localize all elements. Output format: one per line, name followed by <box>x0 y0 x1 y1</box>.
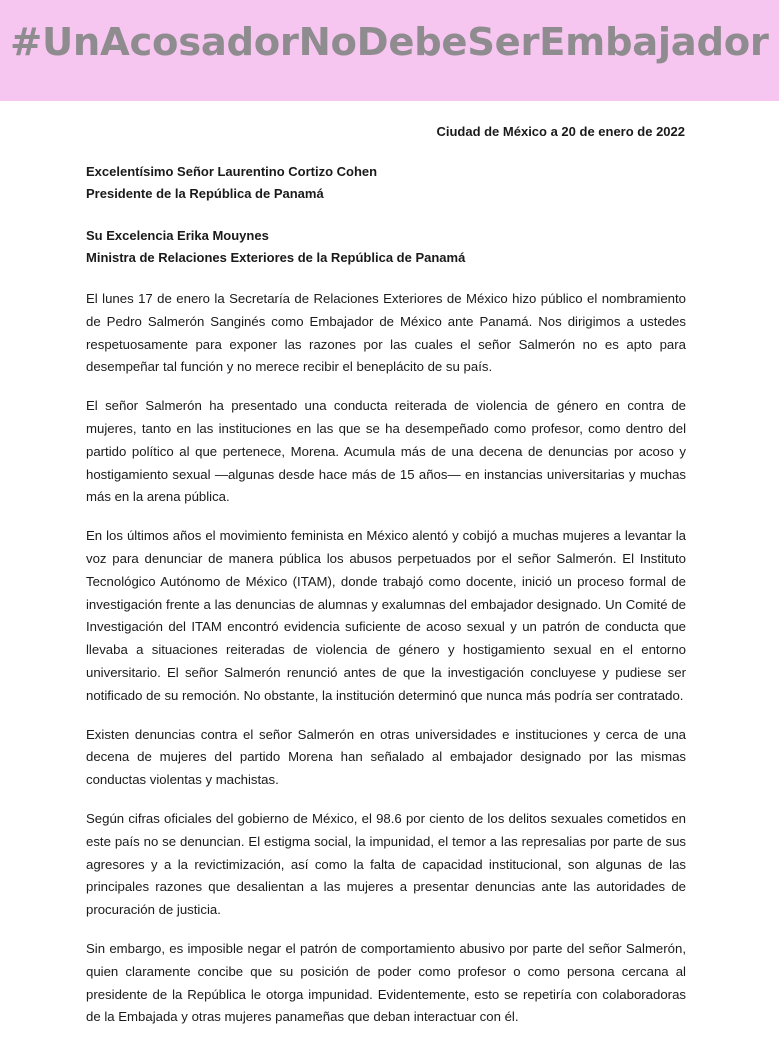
paragraph-conduct: El señor Salmerón ha presentado una conducta reiterada de violencia de género en contra de mujeres, tanto en las instituciones en las que se ha desempeñado como profesor, como dentro del partido político al que pertenece, Morena. Acumula más de una decena de denuncias por acoso y hostigamiento sexual —algunas desde hace más de 15 años— en instancias universitarias y muchas más en la arena pública. <box>86 398 686 505</box>
recipient-block-minister <box>86 225 686 269</box>
recipient-president-title: Presidente de la República de Panamá <box>86 186 324 201</box>
hashtag-title: #UnAcosadorNoDebeSerEmbajador <box>10 20 769 65</box>
letter-body <box>86 288 686 1045</box>
paragraph-itam: En los últimos años el movimiento feminista en México alentó y cobijó a muchas mujeres a levantar la voz para denunciar de manera pública los abusos perpetuados por el señor Salmerón. El Instituto Tecnológico Autónomo de México (ITAM), donde trabajó como docente, inició un proceso formal de investigación frente a las denuncias de alumnas y exalumnas del embajador designado. Un Comité de Investigación del ITAM encontró evidencia suficiente de acoso sexual y un patrón de conducta que llevaba a situaciones reiteradas de violencia de género y hostigamiento sexual en el entorno universitario. El señor Salmerón renunció antes de que la investigación concluyese y pudiese ser notificado de su remoción. No obstante, la institución determinó que nunca más podría ser contratado. <box>86 528 686 703</box>
recipient-minister-title: Ministra de Relaciones Exteriores de la República de Panamá <box>86 250 466 265</box>
recipient-minister-name: Su Excelencia Erika Mouynes <box>86 228 269 243</box>
paragraph-statistics: Según cifras oficiales del gobierno de México, el 98.6 por ciento de los delitos sexuales cometidos en este país no se denuncian. El estigma social, la impunidad, el temor a las represalias por parte de sus agresores y a la revictimización, así como la falta de capacidad institucional, son algunas de las principales razones que desalientan a las mujeres a presentar denuncias ante las autoridades de procuración de justicia. <box>86 810 686 918</box>
recipient-block-president <box>86 161 686 205</box>
recipient-president-name: Excelentísimo Señor Laurentino Cortizo Cohen <box>86 164 378 179</box>
paragraph-appointment: El lunes 17 de enero la Secretaría de Relaciones Exteriores de México hizo público el nombramiento de Pedro Salmerón Sanginés como Embajador de México ante Panamá. Nos dirigimos a ustedes respetuosamente para exponer las razones por las cuales el señor Salmerón no es apto para desempeñar tal función y no merece recibir el beneplácito de su país. <box>86 291 686 375</box>
letter-date: Ciudad de México a 20 de enero de 2022 <box>436 124 685 139</box>
hashtag-banner <box>0 0 779 101</box>
paragraph-pattern: Sin embargo, es imposible negar el patrón de comportamiento abusivo por parte del señor Salmerón, quien claramente concibe que su posición de poder como profesor o como persona cercana al presidente de la República le otorga impunidad. Evidentemente, esto se repetiría con colaboradoras de la Embajada y otras mujeres panameñas que deban interactuar con él. <box>86 940 686 1025</box>
paragraph-other-complaints: Existen denuncias contra el señor Salmerón en otras universidades e instituciones y cerca de una decena de mujeres del partido Morena han señalado al embajador designado por las mismas conductas violentas y machistas. <box>86 726 686 788</box>
